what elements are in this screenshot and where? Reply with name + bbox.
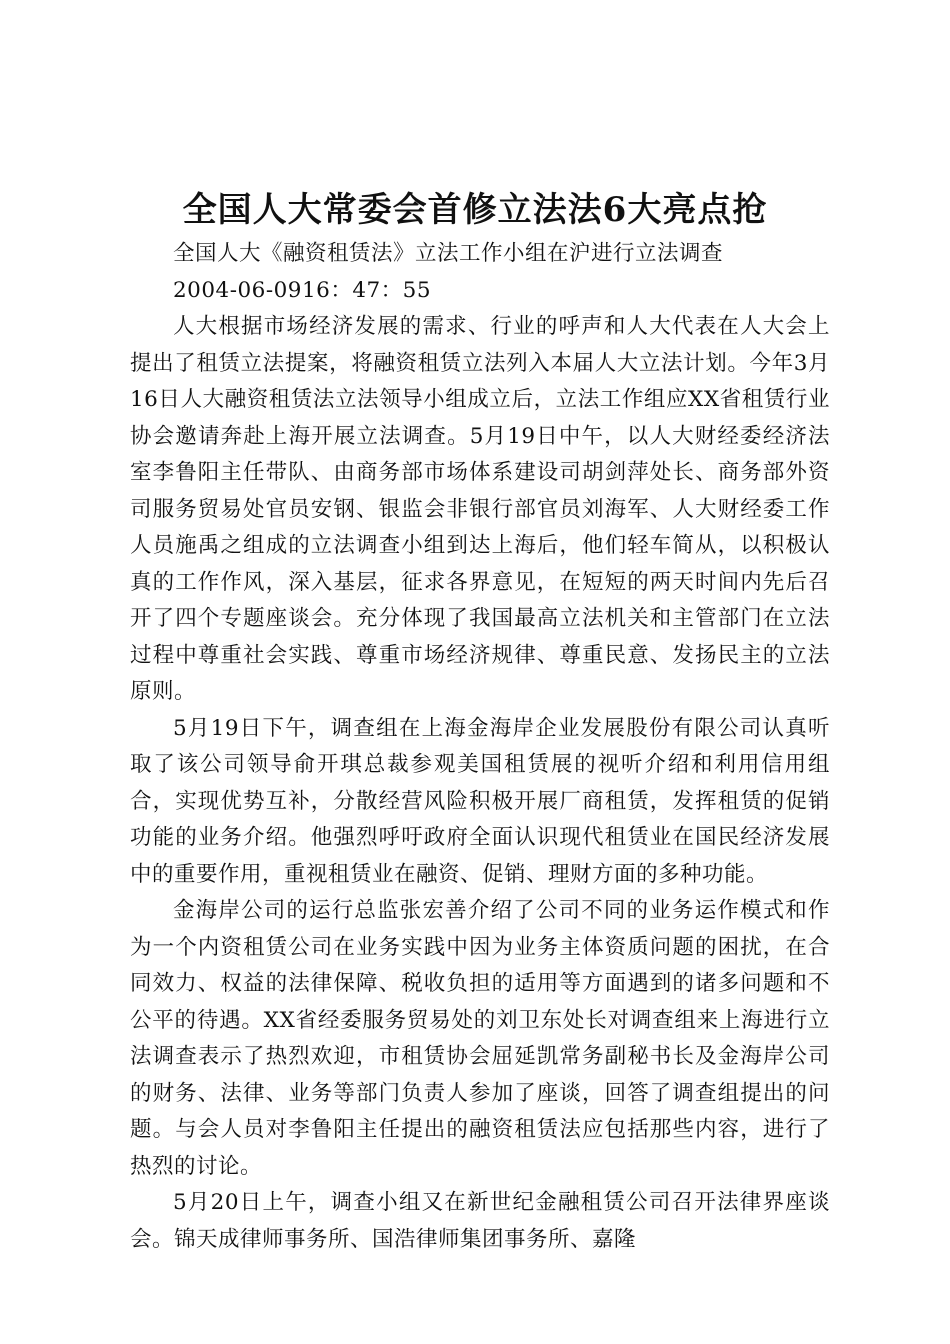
paragraph: 金海岸公司的运行总监张宏善介绍了公司不同的业务运作模式和作为一个内资租赁公司在业务实践中因为业务主体资质问题的困扰，在合同效力、权益的法律保障、税收负担的适用等方面遇到的诸多问题和不公平的待遇。XX省经委服务贸易处的刘卫东处长对调查组来上海进行立法调查表示了热烈欢迎，市租赁协会屈延凯常务副秘书长及金海岸公司的财务、法律、业务等部门负责人参加了座谈，回答了调查组提出的问题。与会人员对李鲁阳主任提出的融资租赁法应包括那些内容，进行了热烈的讨论。 [130, 898, 830, 1179]
paragraph: 5月19日下午，调查组在上海金海岸企业发展股份有限公司认真听取了该公司领导俞开琪总裁参观美国租赁展的视听介绍和利用信用组合，实现优势互补，分散经营风险积极开展厂商租赁，发挥租赁的促销功能的业务介绍。他强烈呼吁政府全面认识现代租赁业在国民经济发展中的重要作用，重视租赁业在融资、促销、理财方面的多种功能。 [130, 715, 830, 887]
paragraph: 人大根据市场经济发展的需求、行业的呼声和人大代表在人大会上提出了租赁立法提案，将融资租赁立法列入本届人大立法计划。今年3月16日人大融资租赁法立法领导小组成立后，立法工作组应XX省租赁行业协会邀请奔赴上海开展立法调查。5月19日中午，以人大财经委经济法室李鲁阳主任带队、由商务部市场体系建设司胡剑萍处长、商务部外资司服务贸易处官员安钢、银监会非银行部官员刘海军、人大财经委工作人员施禹之组成的立法调查小组到达上海后，他们轻车简从，以积极认真的工作作风，深入基层，征求各界意见，在短短的两天时间内先后召开了四个专题座谈会。充分体现了我国最高立法机关和主管部门在立法过程中尊重社会实践、尊重市场经济规律、尊重民意、发扬民主的立法原则。 [130, 314, 830, 704]
document-title: 全国人大常委会首修立法法6大亮点抢 [182, 190, 768, 230]
paragraph: 5月20日上午，调查小组又在新世纪金融租赁公司召开法律界座谈会。锦天成律师事务所、国浩律师集团事务所、嘉隆 [130, 1190, 830, 1252]
subtitle-line: 全国人大《融资租赁法》立法工作小组在沪进行立法调查 [173, 241, 724, 266]
datetime-line: 2004-06-0916：47：55 [173, 277, 432, 303]
document-body [130, 236, 830, 1258]
